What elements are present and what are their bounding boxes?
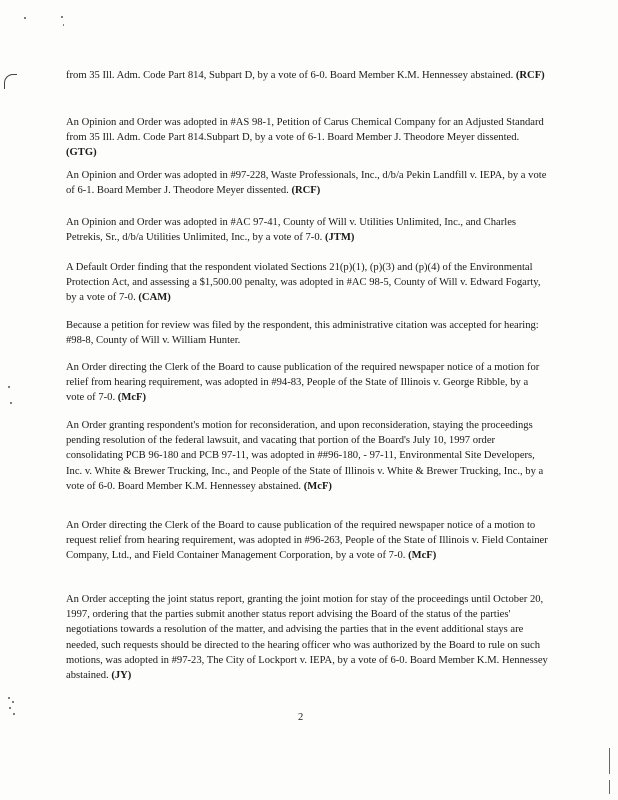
scan-speck xyxy=(13,713,15,715)
initials: (JY) xyxy=(111,670,132,682)
scan-edge-mark xyxy=(4,74,17,89)
scan-speck xyxy=(10,402,12,404)
order-paragraph: Because a petition for review was filed by the respondent, this administrative citation was accepted for hearing: #98-8, County of Will v. William Hunter. xyxy=(66,320,539,347)
scan-edge-line xyxy=(609,780,610,794)
scan-speck xyxy=(24,17,26,19)
initials: (CAM) xyxy=(138,292,171,304)
order-paragraph: A Default Order finding that the respondent violated Sections 21(p)(1), (p)(3) and (p)(4) of the Environmental Protection Act, and assessing a $1,500.00 penalty, was adopted in #AC 98-5, County of Will v. Edward Fogarty, by a vote of 7-0. (CAM) xyxy=(66,262,541,304)
order-paragraph: from 35 Ill. Adm. Code Part 814, Subpart D, by a vote of 6-0. Board Member K.M. Hennessey abstained. (RCF) xyxy=(66,70,545,81)
initials: (McF) xyxy=(408,550,437,562)
scan-speck xyxy=(61,16,63,18)
initials: (McF) xyxy=(117,392,147,404)
order-paragraph: An Opinion and Order was adopted in #AC 97-41, County of Will v. Utilities Unlimited, Inc., and Charles Petrekis, Sr., d/b/a Utilities Unlimited, Inc., by a vote of 7-0. (JTM) xyxy=(66,217,517,244)
scan-speck xyxy=(9,707,11,709)
order-paragraph: An Order granting respondent's motion for reconsideration, and upon reconsideration, staying the proceedings pending resolution of the federal lawsuit, and vacating that portion of the Board's July 10, 1997 order consolidating PCB 96-180 and PCB 97-11, was adopted in ##96-180, - 97-11, Environmental Site Developers, Inc. v. White & Brewer Trucking, Inc., and People of the State of Illinois v. White & Brewer Trucking, Inc., by a vote of 6-0. Board Member K.M. Hennessey abstained. (McF) xyxy=(66,420,544,492)
scan-speck xyxy=(63,24,64,26)
scan-edge-line xyxy=(609,748,610,774)
order-paragraph: An Order directing the Clerk of the Board to cause publication of the required newspaper notice of a motion for relief from hearing requirement, was adopted in #94-83, People of the State of Illinois v. George Ribble, by a vote of 7-0. (McF) xyxy=(66,362,540,404)
order-paragraph: An Opinion and Order was adopted in #AS 98-1, Petition of Carus Chemical Company for an Adjusted Standard from 35 Ill. Adm. Code Part 814.Subpart D, by a vote of 6-1. Board Member J. Theodore Meyer dissented. (GTG) xyxy=(66,117,544,159)
initials: (RCF) xyxy=(291,185,321,197)
scan-speck xyxy=(8,386,10,388)
order-paragraph: An Order directing the Clerk of the Board to cause publication of the required newspaper notice of a motion to request relief from hearing requirement, was adopted in #96-263, People of the State of Illinois v. Field Container Company, Ltd., and Field Container Management Corporation, by a vote of 7-0. (McF) xyxy=(66,520,548,562)
initials: (JTM) xyxy=(324,232,355,244)
initials: (RCF) xyxy=(515,70,545,81)
page-number: 2 xyxy=(298,712,304,723)
order-paragraph: An Order accepting the joint status report, granting the joint motion for stay of the proceedings until October 20, 1997, ordering that the parties submit another status report advising the Board of the status of the parties' negotiations towards a resolution of the matter, and advising the parties that in the event additional stays are needed, such requests should be directed to the hearing officer who was authorized by the Board to rule on such motions, was adopted in #97-23, The City of Lockport v. IEPA, by a vote of 6-0. Board Member K.M. Hennessey abstained. (JY) xyxy=(66,594,548,682)
initials: (GTG) xyxy=(66,147,97,159)
scan-speck xyxy=(8,697,10,699)
initials: (McF) xyxy=(303,480,332,492)
order-paragraph: An Opinion and Order was adopted in #97-228, Waste Professionals, Inc., d/b/a Pekin Landfill v. IEPA, by a vote of 6-1. Board Member J. Theodore Meyer dissented. (RCF) xyxy=(66,170,547,197)
scan-speck xyxy=(12,701,14,703)
